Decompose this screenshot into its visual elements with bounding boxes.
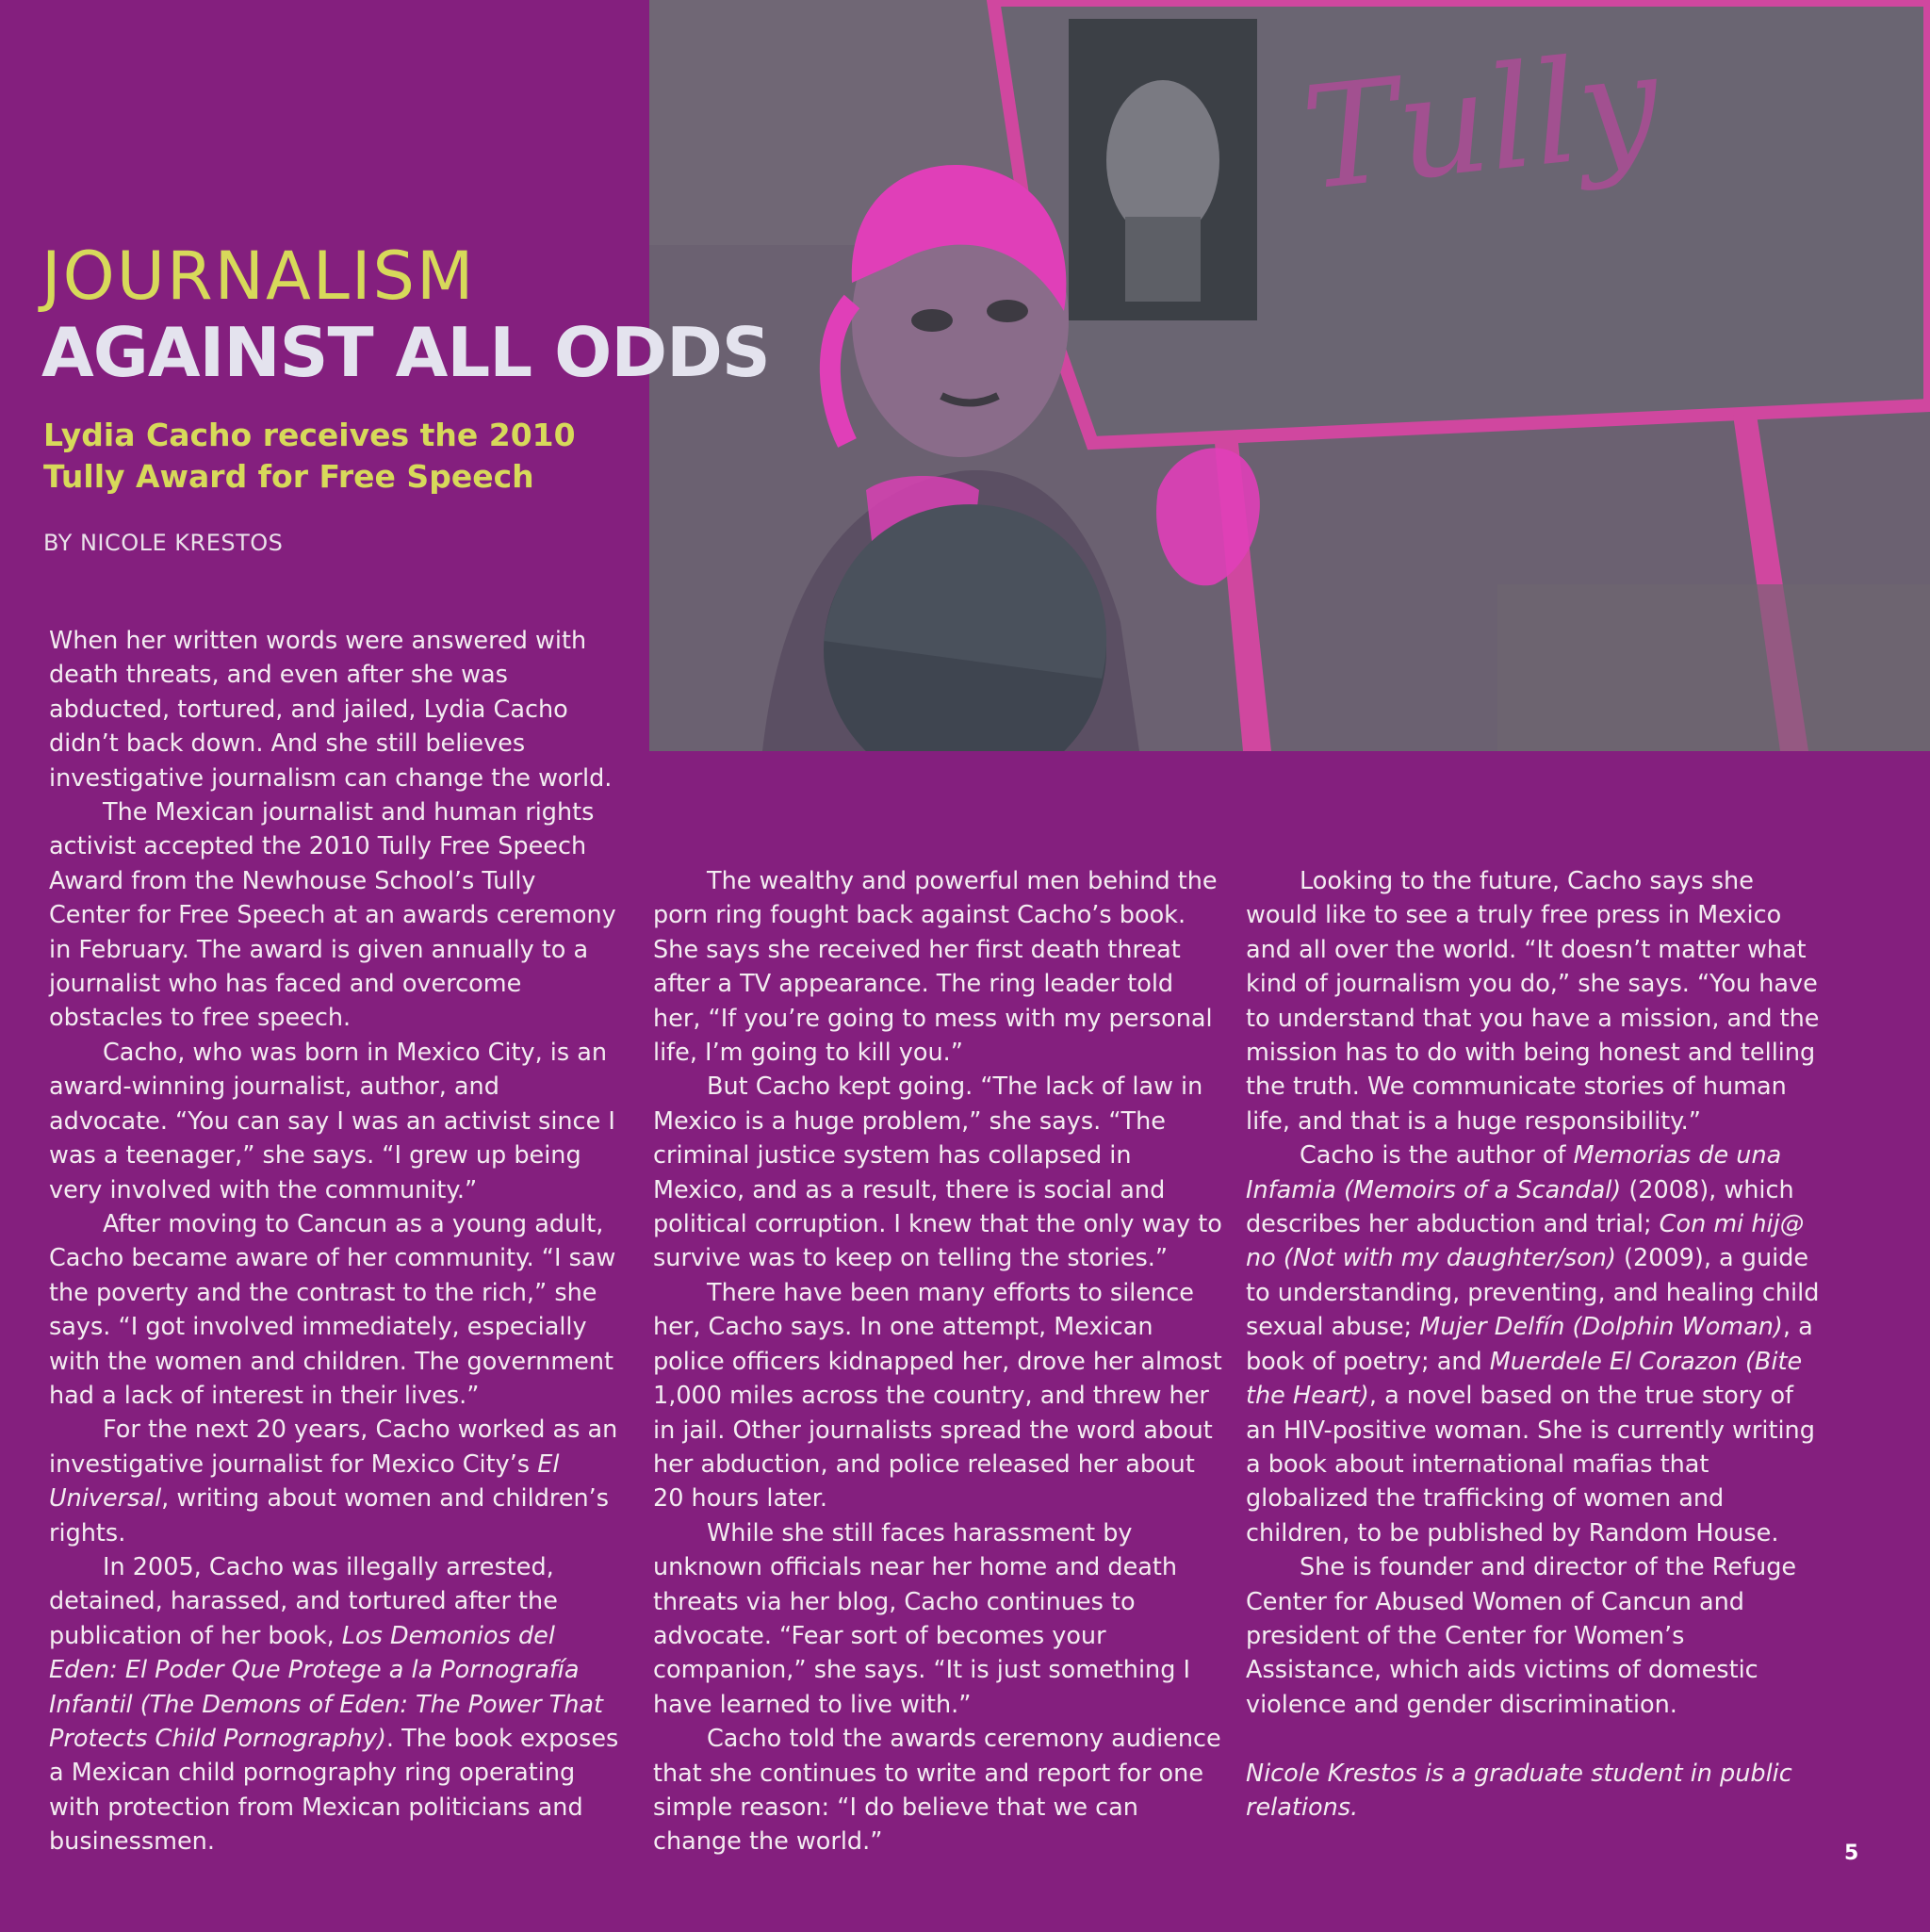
text-run: . The book exposes a Mexican child pornography ring operating with protection from Mexican politicians and businessmen.	[49, 1725, 619, 1857]
article-kicker: JOURNALISM	[41, 237, 476, 315]
paragraph: After moving to Cancun as a young adult, Cacho became aware of her community. “I saw the poverty and the contrast to the rich,” she says. “I got involved immediately, especially with the women and children. The government had a lack of interest in their lives.”	[49, 1209, 616, 1410]
text-run: , a novel based on the true story of an HIV-positive woman. She is currently writing a book about international mafias that globalized the trafficking of women and children, to be published by Random House.	[1246, 1382, 1815, 1547]
paragraph: There have been many efforts to silence her, Cacho says. In one attempt, Mexican police officers kidnapped her, drove her almost 1,000 miles across the country, and threw her in jail. Other journalists spread the word about her abduction, and police released her about 20 hours later.	[653, 1278, 1222, 1514]
text-run: , a book of poetry; and	[1246, 1313, 1813, 1376]
article-deck: Lydia Cacho receives the 2010 Tully Award for Free Speech	[43, 417, 576, 495]
text-run: (2008), which describes her abduction and trial;	[1246, 1175, 1794, 1239]
article-byline: BY NICOLE KRESTOS	[43, 530, 284, 556]
hero-photo-illustration	[649, 0, 1930, 751]
article-column-1	[49, 624, 622, 1859]
article-column-2	[653, 864, 1228, 1859]
paragraph: But Cacho kept going. “The lack of law in Mexico is a huge problem,” she says. “The criminal justice system has collapsed in Mexico, and as a result, there is social and political corruption. I knew that the only way to survive was to keep on telling the stories.”	[653, 1072, 1222, 1273]
author-bio-text: Nicole Krestos is a graduate student in public relations.	[1246, 1759, 1792, 1822]
book-title: Con mi hij@ no (Not with my daughter/son)	[1246, 1210, 1805, 1273]
paragraph: Looking to the future, Cacho says she would like to see a truly free press in Mexico and all over the world. “It doesn’t matter what kind of journalism you do,” she says. “You have to understand that you have a mission, and the mission has to do with being honest and telling the truth. We communicate stories of human life, and that is a huge responsibility.”	[1246, 867, 1820, 1136]
paragraph: Cacho told the awards ceremony audience that she continues to write and report for one simple reason: “I do believe that we can change the world.”	[653, 1725, 1221, 1857]
book-title: Mujer Delfín (Dolphin Woman)	[1419, 1313, 1783, 1342]
paragraph: While she still faces harassment by unknown officials near her home and death threats via her blog, Cacho continues to advocate. “Fear sort of becomes your companion,” she says. “It is just something I have learned to live with.”	[653, 1518, 1191, 1719]
hero-photo	[649, 0, 1930, 751]
paragraph: The wealthy and powerful men behind the porn ring fought back against Cacho’s book. She says she received her first death threat after a TV appearance. The ring leader told her, “If you’re going to mess with my personal life, I’m going to kill you.”	[653, 867, 1218, 1068]
book-title: Memorias de una Infamia (Memoirs of a Scandal)	[1246, 1141, 1782, 1204]
paragraph: The Mexican journalist and human rights activist accepted the 2010 Tully Free Speech Award from the Newhouse School’s Tully Center for Free Speech at an awards ceremony in February. The award is given annually to a journalist who has faced and overcome obstacles to free speech.	[49, 798, 616, 1033]
sign-text: Tully	[1295, 22, 1667, 222]
book-title: Muerdele El Corazon (Bite the Heart)	[1246, 1347, 1803, 1411]
page-number: 5	[1844, 1842, 1859, 1865]
text-run: For the next 20 years, Cacho worked as an investigative journalist for Mexico City’s	[49, 1416, 618, 1479]
paragraph	[49, 1550, 622, 1859]
publication-title: El Universal	[49, 1449, 560, 1514]
author-bio	[1246, 1757, 1821, 1826]
text-run: , writing about women and children’s rights.	[49, 1484, 610, 1547]
article-column-3	[1246, 864, 1821, 1825]
book-title: Los Demonios del Eden: El Poder Que Protege a la Pornografía Infantil (The Demons of Eden: The Power That Protects Child Pornography)	[49, 1621, 604, 1753]
paragraph: Cacho, who was born in Mexico City, is an award-winning journalist, author, and advocate. “You can say I was an activist since I was a teenager,” she says. “I grew up being very involved with the community.”	[49, 1038, 615, 1204]
paragraph	[49, 1413, 622, 1550]
article-headline: AGAINST ALL ODDS	[41, 313, 770, 392]
paragraph: When her written words were answered with death threats, and even after she was abducted, tortured, and jailed, Lydia Cacho didn’t back down. And she still believes investigative journalism can change the world.	[49, 627, 613, 793]
text-run: (2009), a guide to understanding, preventing, and healing child sexual abuse;	[1246, 1244, 1820, 1342]
paragraph	[1246, 1138, 1821, 1550]
paragraph: She is founder and director of the Refuge Center for Abused Women of Cancun and president of the Center for Women’s Assistance, which aids victims of domestic violence and gender discrimination.	[1246, 1553, 1797, 1719]
text-run: In 2005, Cacho was illegally arrested, detained, harassed, and tortured after the publication of her book,	[49, 1552, 558, 1650]
text-run: Cacho is the author of	[1300, 1141, 1574, 1171]
